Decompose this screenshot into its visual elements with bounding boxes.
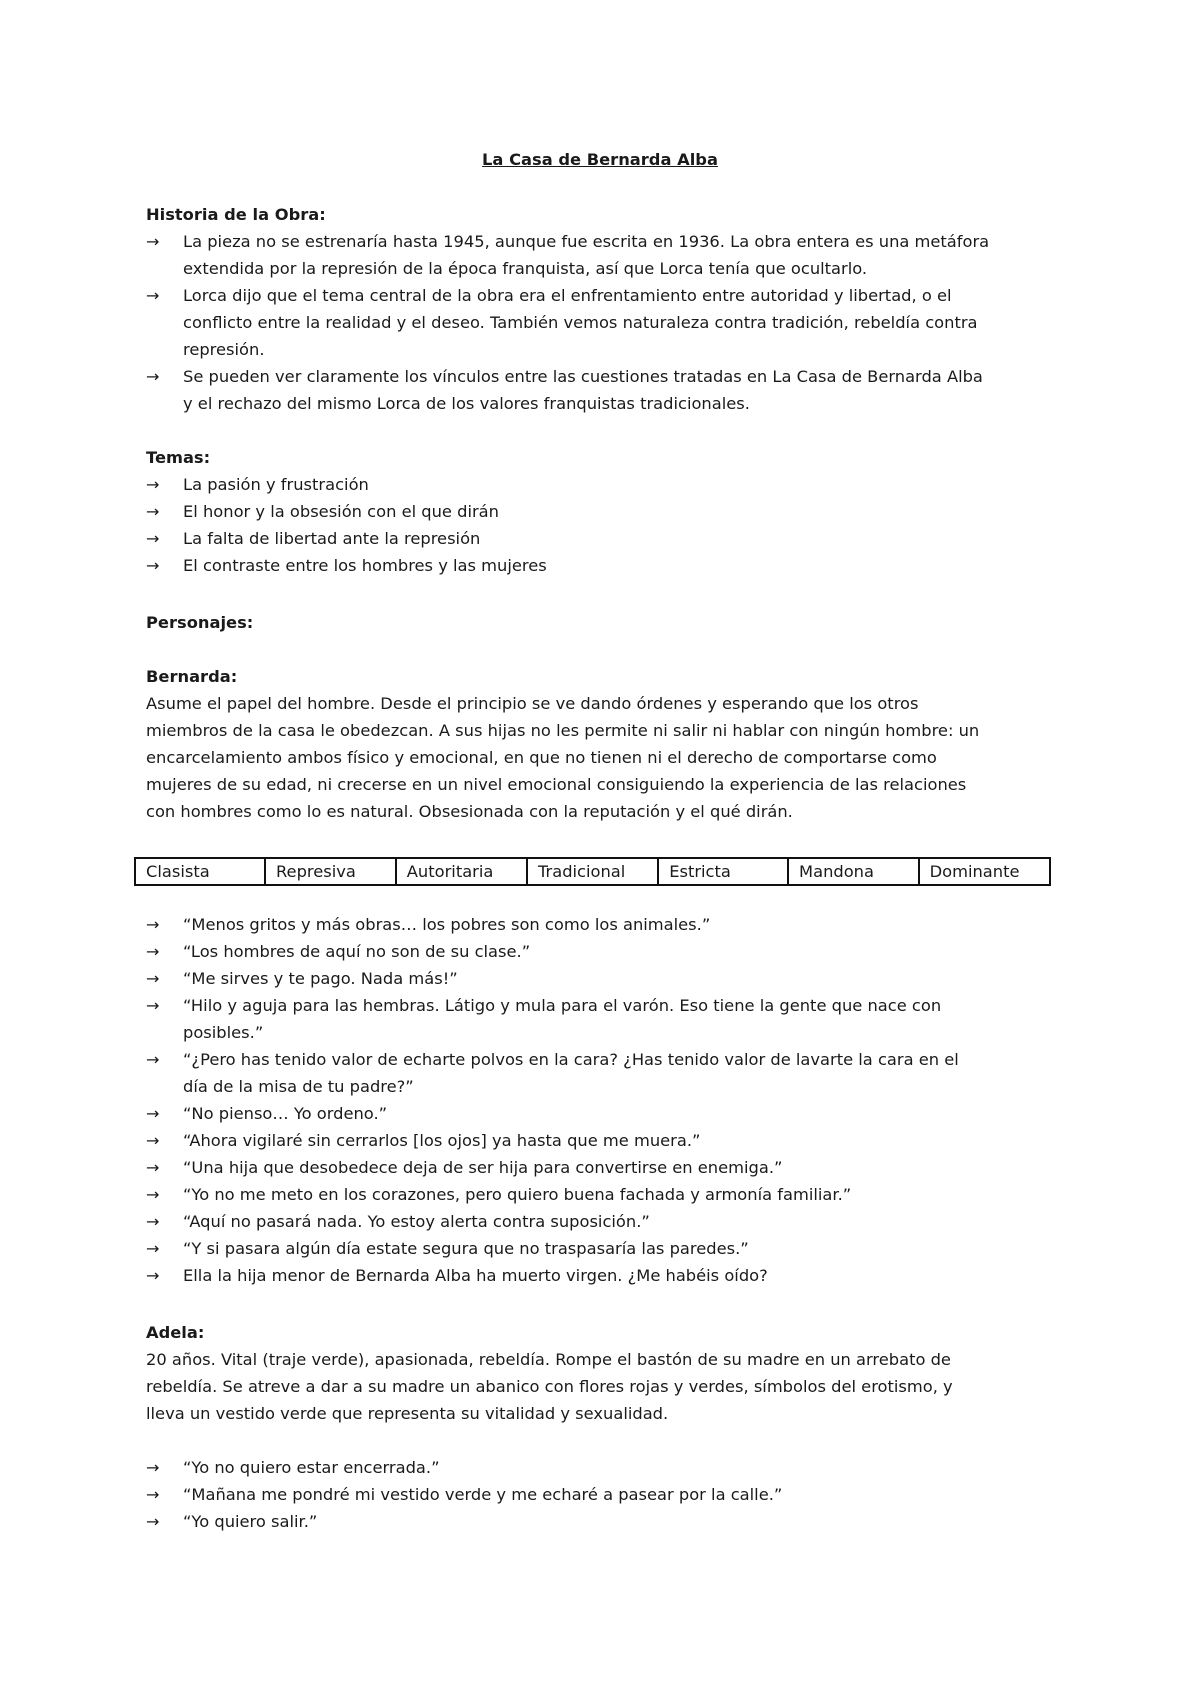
bernarda-quote: “¿Pero has tenido valor de echarte polvos en la cara? ¿Has tenido valor de lavarte la cara en el <box>183 1050 959 1069</box>
bullet-arrow-icon: → <box>146 1212 160 1231</box>
section-heading-temas: Temas: <box>146 448 211 467</box>
bullet-arrow-icon: → <box>146 1050 160 1069</box>
bullet-arrow-icon: → <box>146 1512 160 1531</box>
bullet-arrow-icon: → <box>146 556 160 575</box>
bernarda-description-line: Asume el papel del hombre. Desde el principio se ve dando órdenes y esperando que los otros <box>146 694 919 713</box>
historia-bullet-2-line-1: Lorca dijo que el tema central de la obra era el enfrentamiento entre autoridad y libertad, o el <box>183 286 952 305</box>
bernarda-quote: “Aquí no pasará nada. Yo estoy alerta contra suposición.” <box>183 1212 650 1231</box>
tema-item: La falta de libertad ante la represión <box>183 529 481 548</box>
character-heading-adela: Adela: <box>146 1323 205 1342</box>
trait-cell: Tradicional <box>527 858 658 885</box>
bullet-arrow-icon: → <box>146 1239 160 1258</box>
historia-bullet-3-line-2: y el rechazo del mismo Lorca de los valores franquistas tradicionales. <box>183 394 750 413</box>
bernarda-description-line: con hombres como lo es natural. Obsesionada con la reputación y el qué dirán. <box>146 802 793 821</box>
trait-cell: Mandona <box>788 858 919 885</box>
adela-quote: “Mañana me pondré mi vestido verde y me echaré a pasear por la calle.” <box>183 1485 783 1504</box>
historia-bullet-1-line-1: La pieza no se estrenaría hasta 1945, aunque fue escrita en 1936. La obra entera es una metáfora <box>183 232 990 251</box>
bernarda-quote: “Una hija que desobedece deja de ser hija para convertirse en enemiga.” <box>183 1158 783 1177</box>
adela-description-line: rebeldía. Se atreve a dar a su madre un abanico con flores rojas y verdes, símbolos del erotismo, y <box>146 1377 953 1396</box>
bullet-arrow-icon: → <box>146 1485 160 1504</box>
bernarda-quote: “Me sirves y te pago. Nada más!” <box>183 969 458 988</box>
historia-bullet-2-line-2: conflicto entre la realidad y el deseo. También vemos naturaleza contra tradición, rebeldía contra <box>183 313 978 332</box>
tema-item: El honor y la obsesión con el que dirán <box>183 502 499 521</box>
trait-cell: Dominante <box>919 858 1050 885</box>
historia-bullet-2-line-3: represión. <box>183 340 265 359</box>
bullet-arrow-icon: → <box>146 1266 160 1285</box>
tema-item: La pasión y frustración <box>183 475 369 494</box>
bullet-arrow-icon: → <box>146 1131 160 1150</box>
bullet-arrow-icon: → <box>146 1185 160 1204</box>
bernarda-quote: “No pienso… Yo ordeno.” <box>183 1104 388 1123</box>
bullet-arrow-icon: → <box>146 529 160 548</box>
document-title: La Casa de Bernarda Alba <box>482 150 718 169</box>
adela-quote: “Yo no quiero estar encerrada.” <box>183 1458 440 1477</box>
bernarda-quote: Ella la hija menor de Bernarda Alba ha muerto virgen. ¿Me habéis oído? <box>183 1266 768 1285</box>
bernarda-description-line: miembros de la casa le obedezcan. A sus hijas no les permite ni salir ni hablar con ningún hombre: un <box>146 721 980 740</box>
bullet-arrow-icon: → <box>146 367 160 386</box>
bullet-arrow-icon: → <box>146 475 160 494</box>
bernarda-traits-table <box>134 857 1051 886</box>
historia-bullet-3-line-1: Se pueden ver claramente los vínculos entre las cuestiones tratadas en La Casa de Bernarda Alba <box>183 367 983 386</box>
trait-cell: Autoritaria <box>396 858 527 885</box>
bernarda-quote: “Ahora vigilaré sin cerrarlos [los ojos] ya hasta que me muera.” <box>183 1131 701 1150</box>
bernarda-quote-continuation: día de la misa de tu padre?” <box>183 1077 414 1096</box>
bernarda-quote: “Hilo y aguja para las hembras. Látigo y mula para el varón. Eso tiene la gente que nace con <box>183 996 942 1015</box>
bernarda-description-line: mujeres de su edad, ni crecerse en un nivel emocional consiguiendo la experiencia de las relaciones <box>146 775 967 794</box>
table-row <box>135 858 1050 885</box>
character-heading-bernarda: Bernarda: <box>146 667 238 686</box>
adela-quote: “Yo quiero salir.” <box>183 1512 318 1531</box>
bullet-arrow-icon: → <box>146 232 160 251</box>
bernarda-quote: “Menos gritos y más obras… los pobres son como los animales.” <box>183 915 711 934</box>
tema-item: El contraste entre los hombres y las mujeres <box>183 556 547 575</box>
bernarda-quote: “Y si pasara algún día estate segura que no traspasaría las paredes.” <box>183 1239 749 1258</box>
bernarda-description-line: encarcelamiento ambos físico y emocional, en que no tienen ni el derecho de comportarse como <box>146 748 937 767</box>
adela-description-line: lleva un vestido verde que representa su vitalidad y sexualidad. <box>146 1404 669 1423</box>
bullet-arrow-icon: → <box>146 286 160 305</box>
trait-cell: Clasista <box>135 858 265 885</box>
bullet-arrow-icon: → <box>146 1158 160 1177</box>
section-heading-personajes: Personajes: <box>146 613 254 632</box>
adela-description-line: 20 años. Vital (traje verde), apasionada, rebeldía. Rompe el bastón de su madre en un arrebato de <box>146 1350 951 1369</box>
section-heading-historia: Historia de la Obra: <box>146 205 326 224</box>
bernarda-quote: “Yo no me meto en los corazones, pero quiero buena fachada y armonía familiar.” <box>183 1185 852 1204</box>
bullet-arrow-icon: → <box>146 1458 160 1477</box>
bullet-arrow-icon: → <box>146 502 160 521</box>
bernarda-quote-continuation: posibles.” <box>183 1023 264 1042</box>
bullet-arrow-icon: → <box>146 969 160 988</box>
trait-cell: Represiva <box>265 858 396 885</box>
trait-cell: Estricta <box>658 858 788 885</box>
bullet-arrow-icon: → <box>146 915 160 934</box>
bullet-arrow-icon: → <box>146 996 160 1015</box>
bullet-arrow-icon: → <box>146 942 160 961</box>
bullet-arrow-icon: → <box>146 1104 160 1123</box>
historia-bullet-1-line-2: extendida por la represión de la época franquista, así que Lorca tenía que ocultarlo. <box>183 259 868 278</box>
bernarda-quote: “Los hombres de aquí no son de su clase.” <box>183 942 531 961</box>
